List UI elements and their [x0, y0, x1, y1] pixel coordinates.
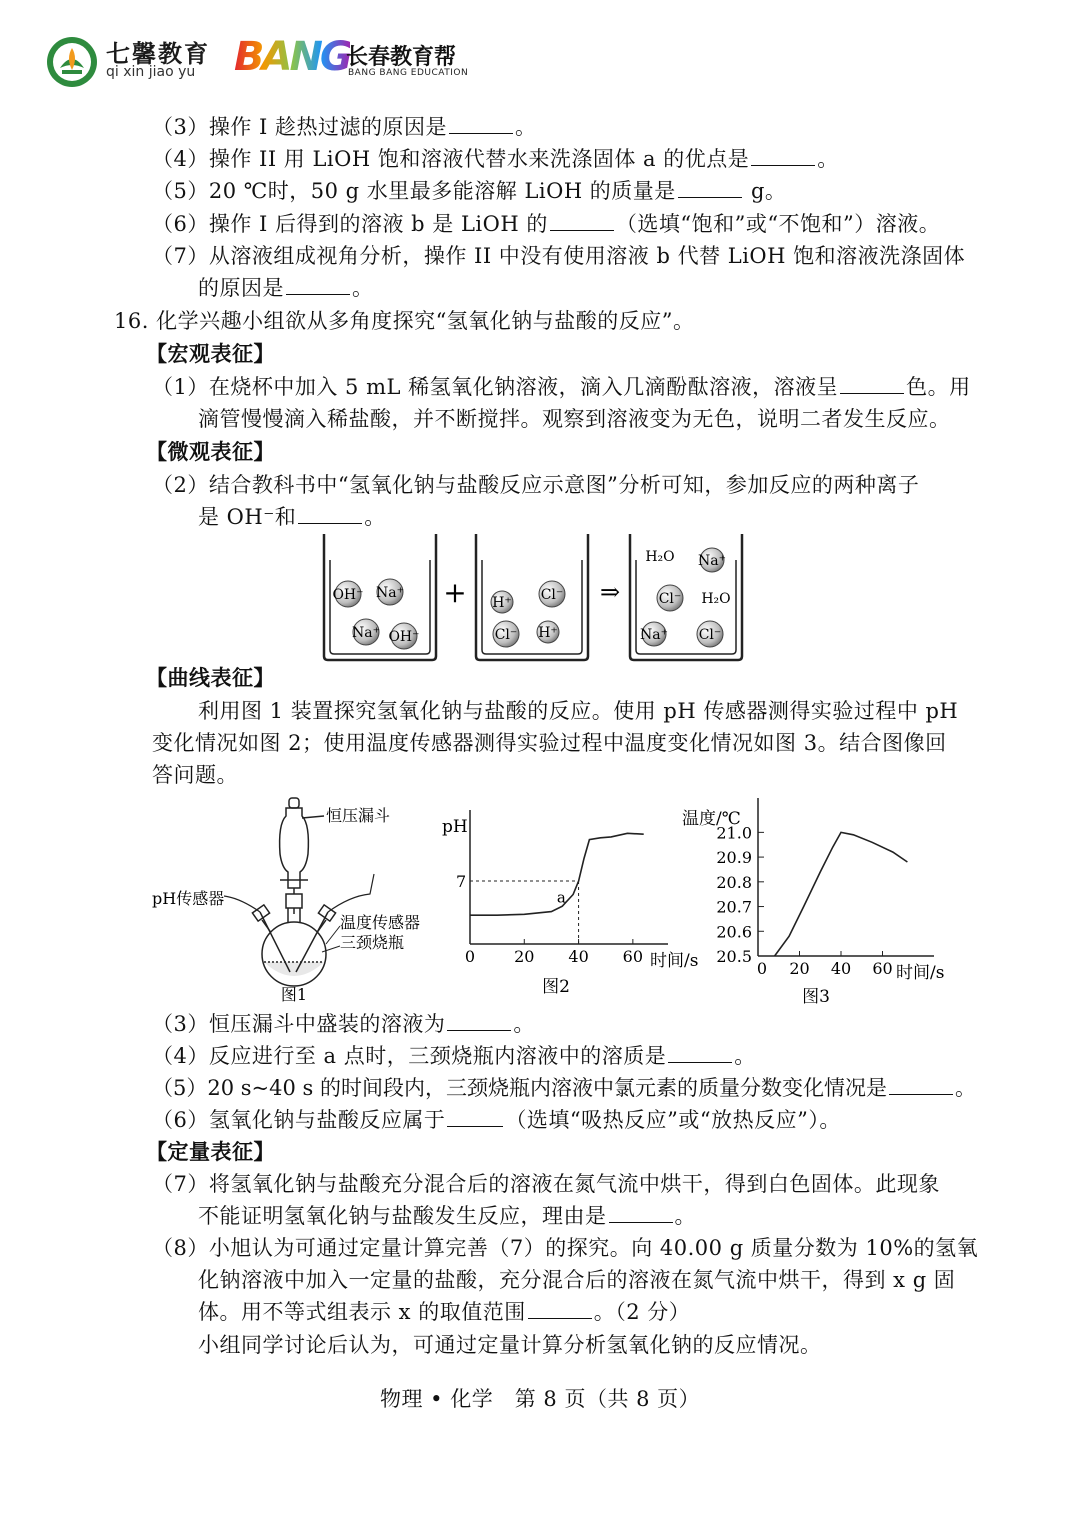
ion-label: OH⁻ [332, 587, 364, 603]
ion-label: Na⁺ [640, 627, 668, 643]
ion-label: Cl⁻ [658, 591, 682, 607]
point-a-label: a [556, 888, 566, 907]
three-neck-flask [252, 894, 335, 986]
reaction-diagram [318, 530, 750, 664]
q16-p4: （4）反应进行至 a 点时，三颈烧瓶内溶液中的溶质是 。 [152, 1044, 756, 1068]
q16-p7-line2: 不能证明氢氧化钠与盐酸发生反应，理由是 。 [198, 1204, 696, 1228]
x-tick-label: 40 [568, 947, 589, 966]
ion-label: Na⁺ [698, 553, 726, 569]
answer-blank[interactable] [528, 1300, 592, 1319]
answer-blank[interactable] [298, 505, 362, 524]
answer-blank[interactable] [286, 276, 350, 295]
x-tick-label: 20 [514, 947, 535, 966]
q16-p1-line2: 滴管慢慢滴入稀盐酸，并不断搅拌。观察到溶液变为无色，说明二者发生反应。 [198, 407, 951, 431]
ion-label: Cl⁻ [494, 627, 518, 643]
curve-intro-2: 变化情况如图 2；使用温度传感器测得实验过程中温度变化情况如图 3。结合图像回 [152, 731, 947, 755]
q15-p5: （5）20 ℃时，50 g 水里最多能溶解 LiOH 的质量是 g。 [152, 179, 787, 203]
y-tick-label: 7 [456, 872, 467, 891]
arrow-icon: ⇒ [599, 578, 621, 606]
temperature-curve [775, 832, 908, 956]
x-tick-label: 20 [789, 959, 810, 978]
answer-blank[interactable] [840, 375, 904, 394]
x-tick-label: 60 [622, 947, 644, 966]
q16-p8-line2: 化钠溶液中加入一定量的盐酸，充分混合后的溶液在氮气流中烘干，得到 x g 固 [198, 1268, 956, 1292]
x-tick-label: 60 [872, 959, 893, 978]
qixin-pinyin: qi xin jiao yu [106, 64, 196, 80]
y-tick-label: 20.8 [716, 872, 752, 892]
qixin-logo-icon [44, 34, 104, 90]
answer-blank[interactable] [447, 1108, 503, 1127]
y-axis-label: 温度/℃ [682, 809, 741, 829]
x-tick-label: 0 [464, 947, 476, 966]
page-footer: 物理 • 化学 第 8 页（共 8 页） [380, 1387, 701, 1411]
q15-p4: （4）操作 II 用 LiOH 饱和溶液代替水来洗涤固体 a 的优点是 。 [152, 147, 839, 171]
x-axis-label: 时间/s [896, 963, 945, 983]
q16-p2-line2: 是 OH⁻和 。 [198, 505, 386, 529]
q16-p8-line3: 体。用不等式组表示 x 的取值范围 。（2 分） [198, 1300, 691, 1324]
q16-p1: （1）在烧杯中加入 5 mL 稀氢氧化钠溶液，滴入几滴酚酞溶液，溶液呈 色。用 [152, 375, 971, 399]
figure-3-caption: 图3 [802, 987, 830, 1007]
label-flask: 三颈烧瓶 [340, 933, 405, 952]
q15-p7-line1: （7）从溶液组成视角分析，操作 II 中没有使用溶液 b 代替 LiOH 饱和溶液洗涤固体 [152, 244, 966, 268]
ion-label: OH⁻ [388, 629, 420, 645]
curve-intro-3: 答问题。 [152, 763, 238, 787]
molecule-label: H₂O [701, 591, 731, 607]
macro-header: 【宏观表征】 [146, 341, 275, 366]
label-funnel: 恒压漏斗 [326, 806, 391, 825]
ion-label: Na⁺ [376, 585, 404, 601]
bang-cn: 长春教育帮 [346, 45, 457, 70]
plus-sign: + [443, 576, 467, 609]
figure-1-caption: 图1 [280, 985, 308, 1004]
q15-p7-line2: 的原因是 。 [198, 276, 374, 300]
ion-label: H⁺ [492, 595, 512, 611]
answer-blank[interactable] [609, 1204, 673, 1223]
q16-title: 16. 化学兴趣小组欲从多角度探究“氢氧化钠与盐酸的反应”。 [114, 309, 695, 333]
y-tick-label: 21.0 [716, 823, 752, 843]
answer-blank[interactable] [751, 147, 815, 166]
micro-header: 【微观表征】 [146, 439, 275, 464]
x-axis-label: 时间/s [650, 951, 699, 971]
q16-p2-line1: （2）结合教科书中“氢氧化钠与盐酸反应示意图”分析可知，参加反应的两种离子 [152, 473, 920, 497]
q16-p6: （6）氢氧化钠与盐酸反应属于 （选填“吸热反应”或“放热反应”）。 [152, 1108, 841, 1132]
ion-label: Cl⁻ [540, 587, 564, 603]
answer-blank[interactable] [449, 115, 513, 134]
beaker-hcl [476, 534, 588, 660]
y-tick-label: 20.5 [716, 947, 752, 966]
figure-2-ph-chart [436, 794, 699, 1008]
beaker-naoh [324, 534, 436, 660]
qixin-name: 七馨教育 [106, 39, 210, 68]
y-tick-label: 20.7 [716, 897, 752, 917]
quant-header: 【定量表征】 [146, 1139, 275, 1164]
logo-qixin [44, 34, 214, 90]
answer-blank[interactable] [668, 1044, 732, 1063]
y-axis-label: pH [442, 817, 468, 837]
answer-blank[interactable] [889, 1076, 953, 1095]
x-tick-label: 0 [756, 959, 768, 978]
q16-p3: （3）恒压漏斗中盛装的溶液为 。 [152, 1012, 535, 1036]
x-tick-label: 40 [830, 959, 852, 978]
q16-p8-line4: 小组同学讨论后认为，可通过定量计算分析氢氧化钠的反应情况。 [198, 1333, 822, 1357]
y-tick-label: 20.6 [716, 922, 752, 942]
q15-p3: （3）操作 I 趁热过滤的原因是 。 [152, 115, 537, 139]
y-tick-label: 20.9 [716, 848, 752, 868]
curve-intro-1: 利用图 1 装置探究氢氧化钠与盐酸的反应。使用 pH 传感器测得实验过程中 pH [198, 699, 959, 723]
answer-blank[interactable] [678, 179, 742, 198]
answer-blank[interactable] [447, 1012, 511, 1031]
ion-label: Cl⁻ [698, 627, 722, 643]
q16-p8-line1: （8）小旭认为可通过定量计算完善（7）的探究。向 40.00 g 质量分数为 10%的氢氧 [152, 1236, 979, 1260]
beaker-products [630, 534, 742, 660]
q15-p6: （6）操作 I 后得到的溶液 b 是 LiOH 的 （选填“饱和”或“不饱和”）溶液。 [152, 212, 941, 236]
figure-2-caption: 图2 [542, 977, 570, 997]
molecule-label: H₂O [645, 549, 675, 565]
logo-bang [234, 34, 494, 86]
q16-p7-line1: （7）将氢氧化钠与盐酸充分混合后的溶液在氮气流中烘干，得到白色固体。此现象 [152, 1172, 940, 1196]
answer-blank[interactable] [550, 212, 614, 231]
bang-en: BANG BANG EDUCATION [348, 68, 469, 78]
q16-p5: （5）20 s~40 s 的时间段内，三颈烧瓶内溶液中氯元素的质量分数变化情况是 。 [152, 1076, 976, 1100]
label-temp-sensor: 温度传感器 [340, 913, 421, 932]
curve-header: 【曲线表征】 [146, 665, 275, 690]
ion-label: H⁺ [538, 625, 558, 641]
figure-1-apparatus [150, 794, 440, 1008]
figure-3-temp-chart [672, 790, 972, 1014]
label-ph-sensor: pH传感器 [152, 889, 225, 908]
ion-label: Na⁺ [352, 625, 380, 641]
bang-brand: BANG [234, 34, 350, 80]
